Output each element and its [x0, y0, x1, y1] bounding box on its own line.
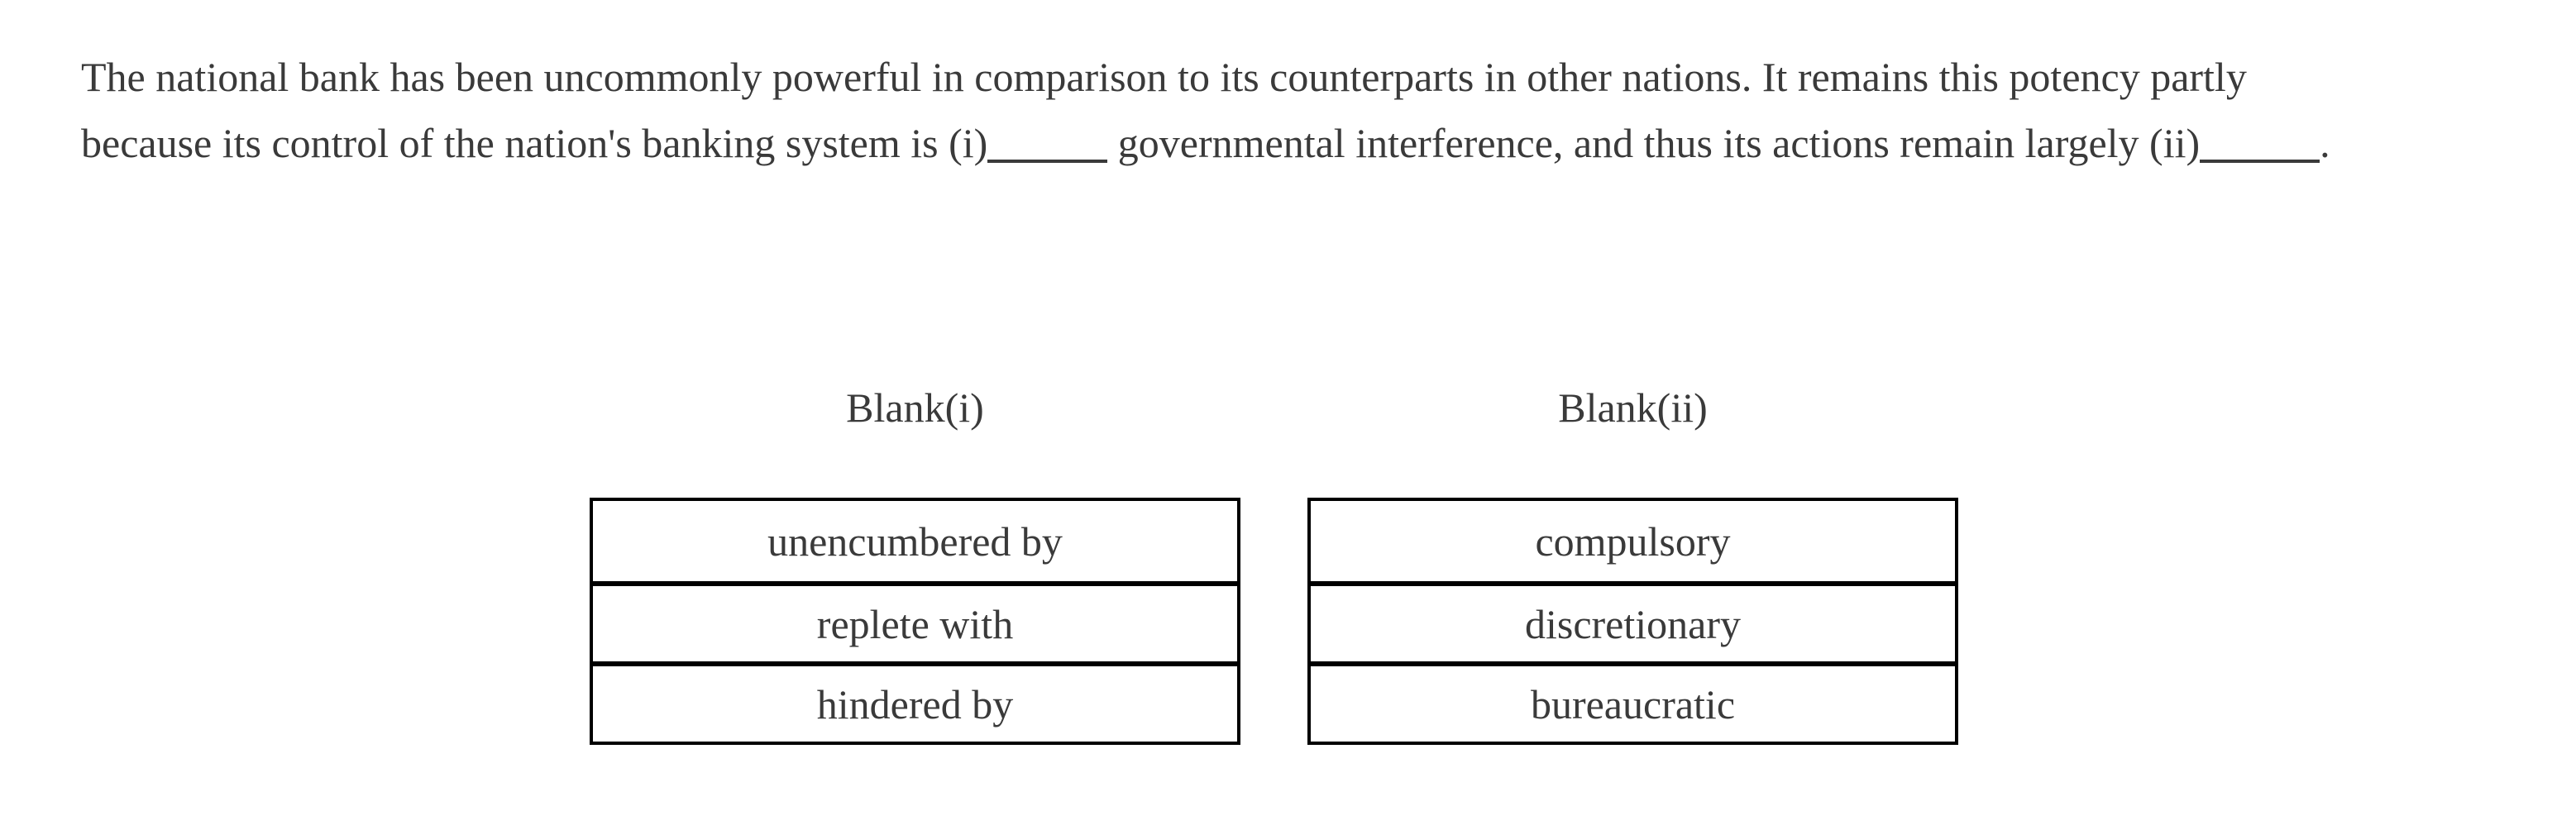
blank-ii-column: [1307, 384, 1958, 745]
blank-i-column: [590, 384, 1240, 745]
passage-line-2-end: .: [2320, 120, 2330, 166]
passage-text: [81, 44, 2330, 176]
blank-i-option-2[interactable]: replete with: [593, 581, 1237, 661]
blank-ii-underline: [2200, 160, 2320, 163]
blank-i-option-1[interactable]: unencumbered by: [767, 518, 1063, 565]
blank-ii-option-1[interactable]: compulsory: [1535, 518, 1731, 565]
passage-line-2-between-blanks: governmental interference, and thus its actions remain largely (ii): [1107, 120, 2201, 166]
blank-ii-label: Blank(ii): [1558, 384, 1708, 431]
passage-line-1: The national bank has been uncommonly powerful in comparison to its counterparts in other nations. It remains this potency partly: [81, 54, 2247, 100]
blank-i-option-3[interactable]: hindered by: [593, 661, 1237, 742]
blank-ii-option-3[interactable]: bureaucratic: [1311, 661, 1955, 742]
blank-i-underline: [987, 160, 1107, 163]
passage-line-2: [81, 110, 2330, 176]
blank-i-label: Blank(i): [846, 384, 984, 431]
blank-ii-options-table: [1307, 498, 1958, 745]
passage-line-2-before-blank: because its control of the nation's banking system is (i): [81, 120, 988, 166]
blank-ii-option-2[interactable]: discretionary: [1311, 581, 1955, 661]
blank-i-options-table: [590, 498, 1240, 745]
